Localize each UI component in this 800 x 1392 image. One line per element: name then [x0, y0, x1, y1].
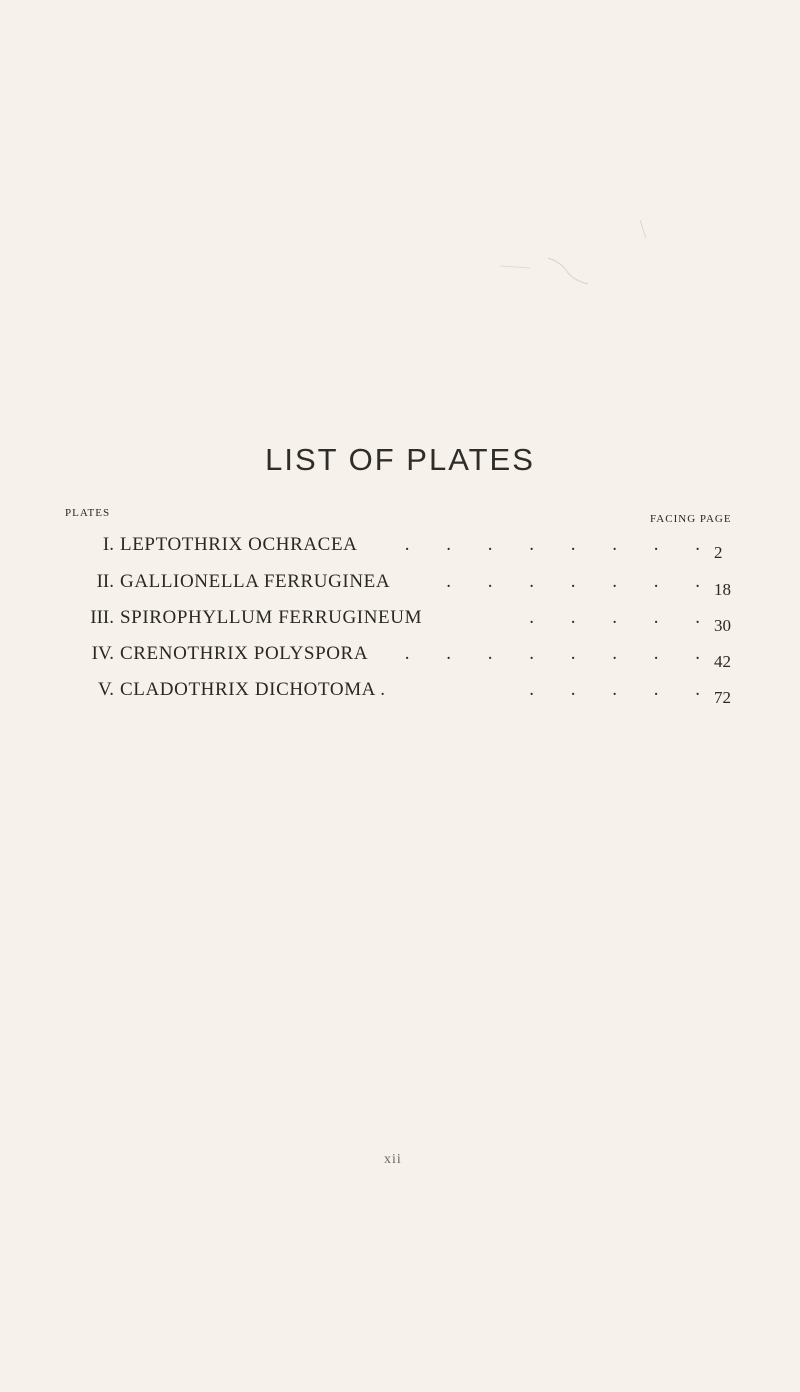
- page-title: LIST OF PLATES: [265, 442, 535, 477]
- plate-numeral: IV.: [91, 643, 114, 664]
- plate-name: GALLIONELLA FERRUGINEA: [120, 571, 391, 592]
- plate-numeral: III.: [90, 607, 114, 628]
- plate-row: [0, 639, 800, 675]
- plate-numeral: V.: [97, 679, 114, 700]
- plate-name: CRENOTHRIX POLYSPORA: [120, 643, 369, 664]
- plate-row: [0, 675, 800, 711]
- facing-page-number: 42: [714, 652, 731, 671]
- column-heading-plates: PLATES: [65, 507, 111, 519]
- plate-row: [0, 530, 800, 566]
- plate-numeral: II.: [96, 571, 114, 592]
- facing-page-number: 30: [714, 616, 731, 635]
- plate-name: LEPTOTHRIX OCHRACEA: [120, 534, 358, 555]
- plate-row: [0, 603, 800, 639]
- facing-page-number: 72: [714, 688, 731, 707]
- dot-leader: . . . . . . . .: [404, 643, 716, 664]
- plate-name: SPIROPHYLLUM FERRUGINEUM: [120, 607, 423, 628]
- dot-leader: . . . . .: [529, 607, 716, 628]
- dot-leader: . . . . .: [529, 679, 716, 700]
- plate-name: CLADOTHRIX DICHOTOMA .: [120, 679, 386, 700]
- column-heading-facing-page: FACING PAGE: [650, 513, 732, 525]
- facing-page-number: 2: [714, 543, 723, 562]
- dot-leader: . . . . . . . .: [404, 534, 716, 555]
- plate-row: [0, 567, 800, 603]
- facing-page-number: 18: [714, 580, 731, 599]
- page-folio: xii: [384, 1152, 402, 1167]
- dot-leader: . . . . . . .: [446, 571, 716, 592]
- plate-numeral: I.: [102, 534, 114, 555]
